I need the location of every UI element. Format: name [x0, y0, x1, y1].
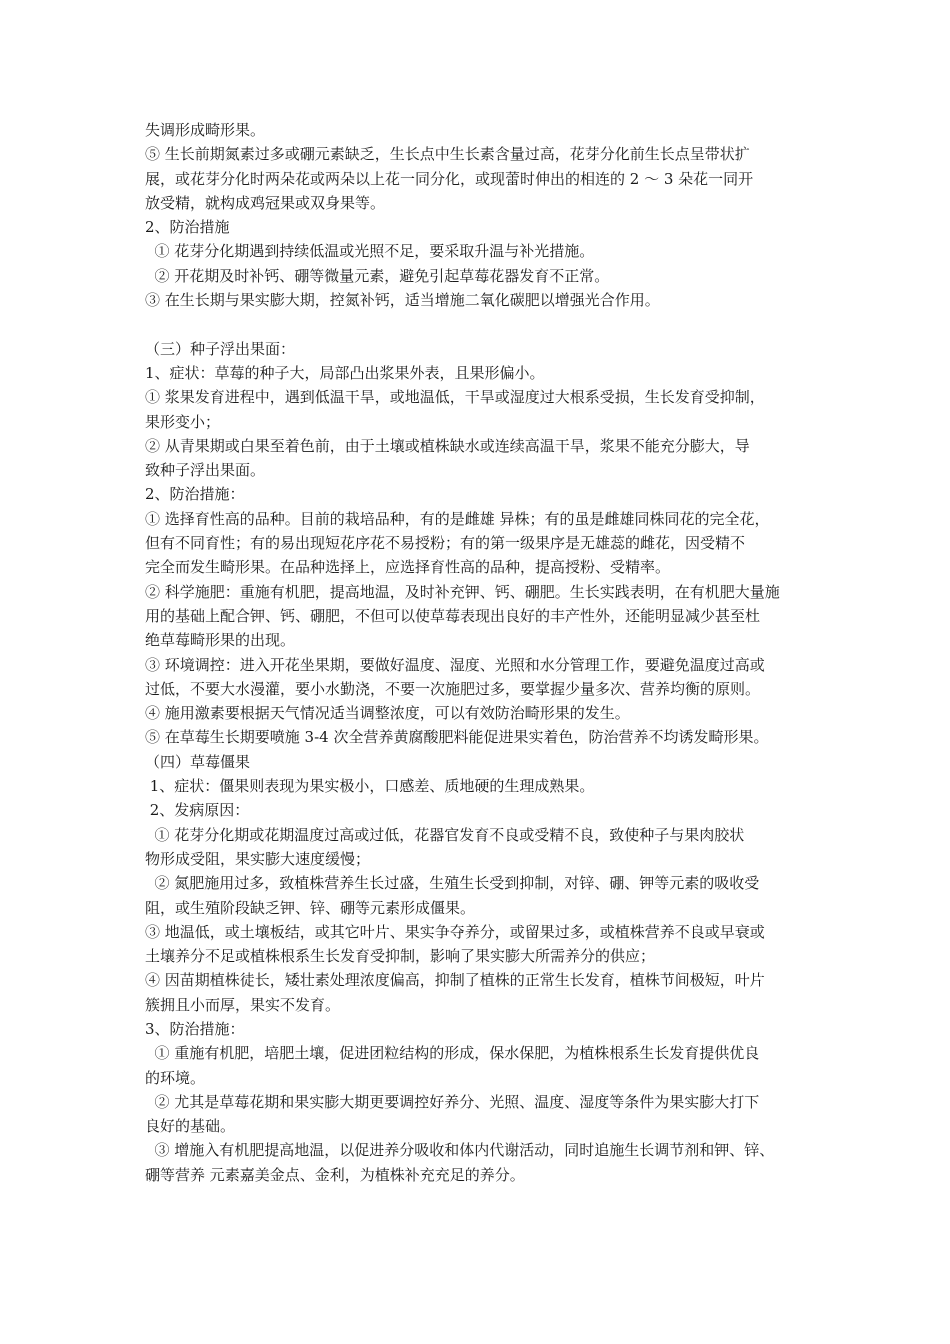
- text-line: 但有不同育性；有的易出现短花序花不易授粉；有的第一级果序是无雄蕊的雌花，因受精不: [145, 534, 746, 553]
- text-line: 绝草莓畸形果的出现。: [145, 631, 296, 650]
- text-line: 的环境。: [145, 1068, 206, 1087]
- text-line: ③ 环境调控：进入开花坐果期，要做好温度、湿度、光照和水分管理工作，要避免温度过高或: [145, 655, 765, 674]
- text-line: ③ 在生长期与果实膨大期，控氮补钙，适当增施二氧化碳肥以增强光合作用。: [145, 291, 660, 310]
- text-line: 用的基础上配合钾、钙、硼肥，不但可以使草莓表现出良好的丰产性外，还能明显减少甚至杜: [145, 606, 761, 625]
- text-line: 完全而发生畸形果。在品种选择上，应选择育性高的品种，提高授粉、受精率。: [145, 558, 671, 577]
- text-line: ① 浆果发育进程中，遇到低温干旱，或地温低，干旱或湿度过大根系受损，生长发育受抑制，: [145, 388, 765, 407]
- blank-line: [145, 312, 815, 336]
- text-line: ② 科学施肥：重施有机肥，提高地温，及时补充钾、钙、硼肥。生长实践表明，在有机肥大量施: [145, 582, 780, 601]
- text-line: ① 花芽分化期或花期温度过高或过低，花器官发育不良或受精不良，致使种子与果肉胶状: [145, 825, 745, 844]
- text-line: 放受精，就构成鸡冠果或双身果等。: [145, 193, 386, 212]
- text-line: ③ 增施入有机肥提高地温，以促进养分吸收和体内代谢活动，同时追施生长调节剂和钾、锌、: [145, 1141, 775, 1160]
- text-line: ② 氮肥施用过多，致植株营养生长过盛，生殖生长受到抑制，对锌、硼、钾等元素的吸收受: [145, 874, 760, 893]
- text-line: 3、防治措施：: [145, 1019, 245, 1038]
- text-line: 1、症状：僵果则表现为果实极小，口感差、质地硬的生理成熟果。: [145, 777, 595, 796]
- text-line: ② 从青果期或白果至着色前，由于土壤或植株缺水或连续高温干旱，浆果不能充分膨大，导: [145, 436, 750, 455]
- text-line: ① 花芽分化期遇到持续低温或光照不足，要采取升温与补光措施。: [145, 242, 595, 261]
- text-line: 2、防治措施: [145, 218, 230, 237]
- text-line: 2、发病原因：: [145, 801, 250, 820]
- text-line: ③ 地温低，或土壤板结，或其它叶片、果实争夺养分，或留果过多，或植株营养不良或早衰或: [145, 922, 765, 941]
- text-line: 阻，或生殖阶段缺乏钾、锌、硼等元素形成僵果。: [145, 898, 476, 917]
- text-line: ⑤ 生长前期氮素过多或硼元素缺乏，生长点中生长素含量过高，花芽分化前生长点呈带状扩: [145, 145, 750, 164]
- text-line: 良好的基础。: [145, 1117, 236, 1136]
- document-body: [145, 118, 815, 1187]
- text-line: 2、防治措施：: [145, 485, 245, 504]
- text-line: ⑤ 在草莓生长期要喷施 3-4 次全营养黄腐酸肥料能促进果实着色，防治营养不均诱发畸形果。: [145, 728, 769, 747]
- text-line: 1、症状：草莓的种子大，局部凸出浆果外表，且果形偏小。: [145, 363, 545, 382]
- text-line: ① 重施有机肥，培肥土壤，促进团粒结构的形成，保水保肥，为植株根系生长发育提供优良: [145, 1044, 760, 1063]
- text-line: 果形变小；: [145, 412, 221, 431]
- text-line: 物形成受阻，果实膨大速度缓慢；: [145, 849, 371, 868]
- text-line: 簇拥且小而厚，果实不发育。: [145, 995, 341, 1014]
- text-line: 过低，不要大水漫灌，要小水勤浇，不要一次施肥过多，要掌握少量多次、营养均衡的原则。: [145, 679, 761, 698]
- text-line: 致种子浮出果面。: [145, 461, 266, 480]
- text-line: 土壤养分不足或植株根系生长发育受抑制，影响了果实膨大所需养分的供应；: [145, 947, 656, 966]
- text-line: 硼等营养 元素嘉美金点、金利，为植株补充充足的养分。: [145, 1165, 525, 1184]
- text-line: ② 尤其是草莓花期和果实膨大期更要调控好养分、光照、温度、湿度等条件为果实膨大打下: [145, 1092, 760, 1111]
- text-line: 展，或花芽分化时两朵花或两朵以上花一同分化，或现蕾时伸出的相连的 2 ～ 3 朵花一同开: [145, 169, 754, 188]
- text-line: ④ 因苗期植株徒长，矮壮素处理浓度偏高，抑制了植株的正常生长发育，植株节间极短，叶片: [145, 971, 765, 990]
- text-line: ① 选择育性高的品种。目前的栽培品种，有的是雌雄 异株；有的虽是雌雄同株同花的完全花，: [145, 509, 770, 528]
- text-line: （四）草莓僵果: [145, 752, 251, 771]
- text-line: 失调形成畸形果。: [145, 121, 266, 139]
- text-line: ② 开花期及时补钙、硼等微量元素，避免引起草莓花器发育不正常。: [145, 266, 610, 285]
- text-line: ④ 施用激素要根据天气情况适当调整浓度，可以有效防治畸形果的发生。: [145, 704, 630, 723]
- text-line: （三）种子浮出果面：: [145, 339, 296, 358]
